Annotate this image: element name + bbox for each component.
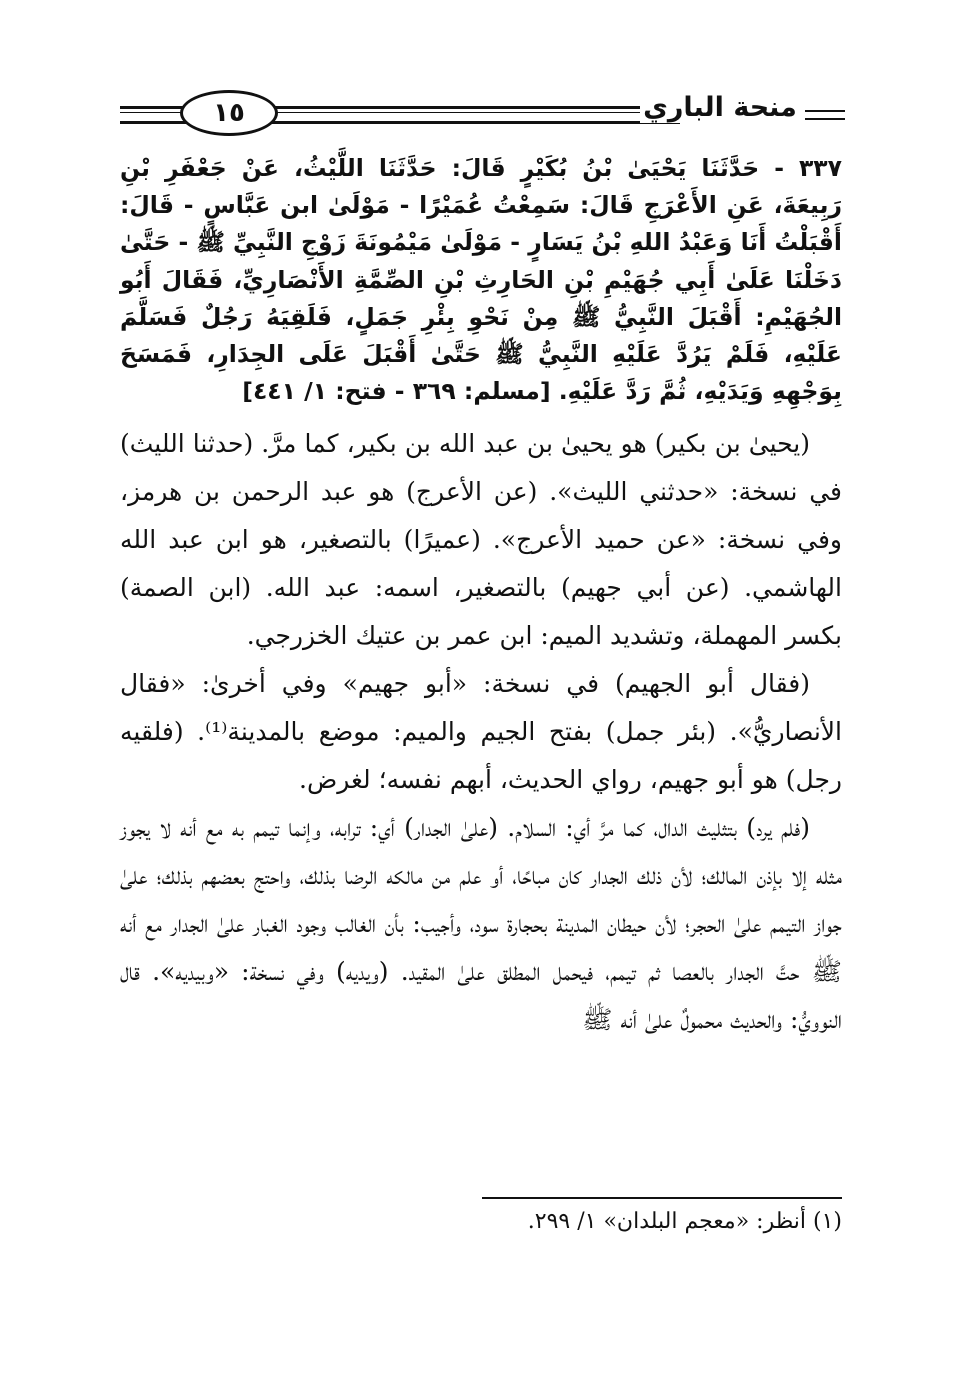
footnote-rule (482, 1197, 842, 1199)
header-rule-right (805, 110, 845, 120)
page-body (120, 150, 842, 1044)
page-header (120, 80, 850, 140)
commentary-paragraph: (يحيىٰ بن بكير) هو يحيىٰ بن عبد الله بن بكير، كما مرَّ. (حدثنا الليث) في نسخة: «حدثني الليث». (عن الأعرج) هو عبد الرحمن بن هرمز، وفي نسخة: «عن حميد الأعرج». (عميرًا) بالتصغير، هو ابن عبد الله الهاشمي. (عن أبي جهيم) بالتصغير، اسمه: عبد الله. (ابن الصمة) بكسر المهملة، وتشديد الميم: ابن عمر بن عتيك الخزرجي. (120, 429, 842, 651)
footnote: (١) أنظر: «معجم البلدان» ١/ ٢٩٩. (527, 1209, 842, 1234)
commentary-paragraph: (فلم يرد) بتثليث الدال، كما مرَّ أي: السلام. (علىٰ الجدار) أي: ترابه، وإنما تيمم به مع أنه لا يجوز مثله إلا بإذن المالك؛ لأن ذلك الجدار كان مباحًا، أو علم من مالكه الرضا بذلك، واحتج بعضهم بذلك؛ علىٰ جواز التيمم علىٰ الحجر؛ لأن حيطان المدينة بحجارة سود، وأجيب: بأن الغالب وجود الغبار علىٰ الجدار مع أنه ﷺ حتَّ الجدار بالعصا ثم تيمم، فيحمل المطلق علىٰ المقيد. (ويديه) وفي نسخة: «وبيديه». قال النوويُّ: والحديث محمولٌ علىٰ أنه ﷺ (120, 813, 842, 1035)
commentary (120, 420, 842, 1044)
hadith-text: ٣٣٧ - حَدَّثَنَا يَحْيَىٰ بْنُ بُكَيْرٍ قَالَ: حَدَّثَنَا اللَّيْثُ، عَنْ جَعْفَرِ بْنِ رَبِيعَةَ، عَنِ الأَعْرَجِ قَالَ: سَمِعْتُ عُمَيْرًا - مَوْلَىٰ ابن عَبَّاسٍ - قَالَ: أَقْبَلْتُ أَنَا وَعَبْدُ اللهِ بْنُ يَسَارٍ - مَوْلَىٰ مَيْمُونَةَ زَوْجِ النَّبِيِّ ﷺ - حَتَّىٰ دَخَلْنَا عَلَىٰ أَبِي جُهَيْمِ بْنِ الحَارِثِ بْنِ الصِّمَّةِ الأَنْصَارِيِّ، فَقَالَ أَبُو الجُهَيْمِ: أَقْبَلَ النَّبِيُّ ﷺ مِنْ نَحْوِ بِئْرِ جَمَلٍ، فَلَقِيَهُ رَجُلٌ فَسَلَّمَ عَلَيْهِ، فَلَمْ يَرُدَّ عَلَيْهِ النَّبِيُّ ﷺ حَتَّىٰ أَقْبَلَ عَلَى الجِدَارِ، فَمَسَحَ بِوَجْهِهِ وَيَدَيْهِ، ثُمَّ رَدَّ عَلَيْهِ. [مسلم: ٣٦٩ - فتح: ١/ ٤٤١] (120, 154, 842, 406)
commentary-paragraph: (فقال أبو الجهيم) في نسخة: «أبو جهيم» وفي أخرىٰ: «فقال الأنصاريُّ». (بئر جمل) بفتح الجيم والميم: موضع بالمدينة⁽¹⁾. (فلقيه رجل) هو أبو جهيم، رواي الحديث، أبهم نفسه؛ لغرض. (120, 669, 842, 795)
page-number: ١٥ (180, 90, 278, 136)
running-title: منحة الباري (640, 92, 800, 123)
